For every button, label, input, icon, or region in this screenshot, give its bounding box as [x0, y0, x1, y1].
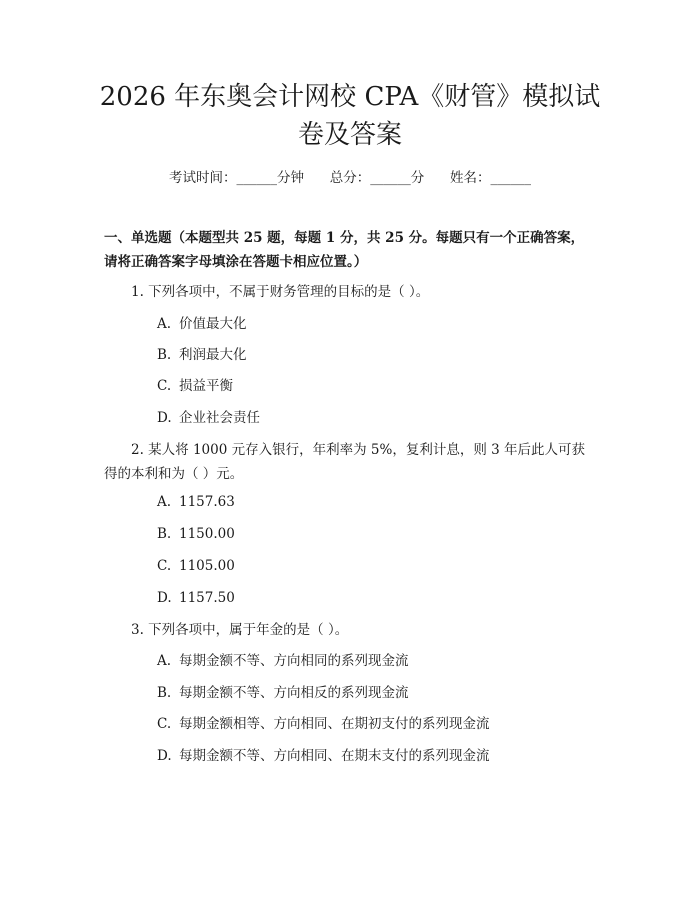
- option-item: [157, 651, 597, 671]
- option-letter: D.: [157, 410, 172, 426]
- option-item: [157, 746, 597, 766]
- option-text: 1157.63: [179, 494, 235, 510]
- question-stem: 2. 某人将 1000 元存入银行，年利率为 5%，复利计息，则 3 年后此人可获得的本利和为（ ）元。: [104, 442, 585, 482]
- option-text: 损益平衡: [179, 378, 233, 394]
- option-letter: A.: [157, 653, 172, 669]
- option-item: [157, 492, 597, 512]
- option-letter: B.: [157, 526, 172, 542]
- option-text: 价值最大化: [179, 316, 247, 332]
- option-letter: A.: [157, 316, 172, 332]
- option-text: 利润最大化: [179, 347, 247, 363]
- option-letter: B.: [157, 347, 172, 363]
- section-header: 一、单选题（本题型共 25 题，每题 1 分，共 25 分。每题只有一个正确答案，请将正确答案字母填涂在答题卡相应位置。）: [104, 230, 585, 270]
- option-text: 每期金额不等、方向相同的系列现金流: [179, 653, 409, 669]
- document-title: 2026 年东奥会计网校 CPA《财管》模拟试卷及答案: [99, 82, 601, 150]
- option-item: [157, 345, 597, 365]
- option-item: [157, 683, 597, 703]
- option-item: [157, 314, 597, 334]
- option-letter: C.: [157, 716, 172, 732]
- option-item: [157, 376, 597, 396]
- option-letter: A.: [157, 494, 172, 510]
- option-text: 每期金额不等、方向相同、在期末支付的系列现金流: [179, 748, 490, 764]
- option-letter: B.: [157, 685, 172, 701]
- option-letter: D.: [157, 590, 172, 606]
- question-stem: 1. 下列各项中，不属于财务管理的目标的是（ ）。: [131, 284, 430, 300]
- option-text: 1150.00: [179, 526, 235, 542]
- option-item: [157, 408, 597, 428]
- option-text: 每期金额不等、方向相反的系列现金流: [179, 685, 409, 701]
- option-item: [157, 556, 597, 576]
- exam-info-line: 考试时间：______分钟 总分：______分 姓名：______: [169, 170, 531, 186]
- option-text: 企业社会责任: [179, 410, 260, 426]
- option-letter: C.: [157, 558, 172, 574]
- option-item: [157, 714, 597, 734]
- option-letter: D.: [157, 748, 172, 764]
- option-text: 每期金额相等、方向相同、在期初支付的系列现金流: [179, 716, 490, 732]
- option-text: 1105.00: [179, 558, 235, 574]
- question-stem: 3. 下列各项中，属于年金的是（ ）。: [131, 622, 349, 638]
- option-item: [157, 588, 597, 608]
- option-text: 1157.50: [179, 590, 235, 606]
- option-item: [157, 524, 597, 544]
- option-letter: C.: [157, 378, 172, 394]
